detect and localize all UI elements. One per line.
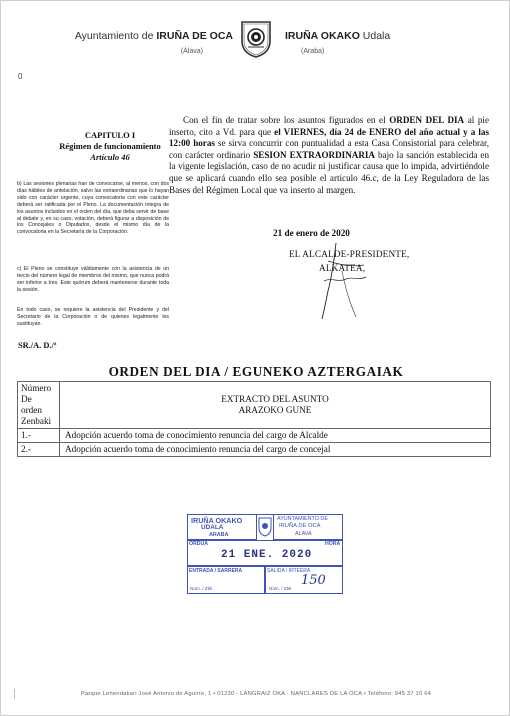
stamp-name-3: ARABA bbox=[209, 532, 229, 538]
row-subject: Adopción acuerdo toma de conocimiento renuncia del cargo de Alcalde bbox=[60, 429, 491, 443]
coat-of-arms-icon bbox=[236, 19, 276, 59]
stamp-right-3: ALAVA bbox=[295, 531, 312, 537]
agenda-table bbox=[17, 381, 491, 457]
stamp-salida: SALIDA / IRTEERA bbox=[267, 568, 311, 574]
margin-number: 0 bbox=[18, 72, 23, 81]
header-right-name: IRUÑA OKAKO Udala bbox=[285, 30, 391, 42]
header-subject-line: EXTRACTO DEL ASUNTO bbox=[221, 394, 329, 404]
legal-note-c: c) El Pleno se constituye válidamente con la asistencia de un tercio del número legal de miembros del mismo, que nunca podrá ser inferior a tres. Este quórum deberá mantenerse durante toda la sesión. bbox=[17, 266, 169, 293]
header-number-line: Número bbox=[21, 383, 52, 393]
stamp-number-label-left: Núm. / Zbk bbox=[190, 586, 213, 591]
legal-note-b: b) Las sesiones plenarias han de convocarse, al menos, con dos días hábiles de antelación, salvo las extraordinarias que lo hayan sido con carácter urgente, cuya convocatoria con este carácter deberá ser ratificada por el Pleno. La documentación íntegra de los asuntos incluidos en el orden del día, que deba servir de base al debate y, en su caso, votación, deberá figurar a disposición de los Concejales o Diputados, desde el mismo día de la convocatoria en la Secretaría de la Corporación. bbox=[17, 181, 169, 236]
stamp-name-1: IRUÑA OKAKO bbox=[191, 516, 243, 525]
header-right-province: (Araba) bbox=[301, 48, 325, 55]
header-left-name: Ayuntamiento de IRUÑA DE OCA bbox=[74, 30, 233, 42]
stamp-register-number: 150 bbox=[301, 573, 326, 588]
footer-address: Parque Lehendakari José Antonio de Aguirre, 1 • 01230 - LANGRAIZ OKA - NANCLARES DE LA OCA • Teléfono: 945 37 10 64 bbox=[80, 691, 432, 697]
stamp-name-2: UDALA bbox=[201, 524, 224, 531]
chapter-heading bbox=[51, 130, 169, 163]
chapter-subtitle: Régimen de funcionamiento bbox=[59, 141, 161, 151]
stamp-number-label-right: Núm. / Zbk bbox=[269, 586, 292, 591]
header-number-line: orden bbox=[21, 405, 42, 415]
header-number-line: De bbox=[21, 394, 32, 404]
table-header-row bbox=[18, 382, 491, 429]
signatory-title-basque: ALKATEA, bbox=[319, 263, 366, 273]
header-number-line: Zenbaki bbox=[21, 416, 52, 426]
registry-stamp bbox=[187, 514, 343, 594]
stamp-entrada: ENTRADA / SARRERA bbox=[189, 568, 243, 574]
stamp-crest-icon bbox=[258, 517, 272, 537]
stamp-ordua: ORDUA bbox=[189, 541, 209, 547]
stamp-right-1: AYUNTAMIENTO DE bbox=[277, 516, 328, 522]
header-subject-line: ARAZOKO GUNE bbox=[238, 405, 312, 415]
row-number: 2.- bbox=[18, 443, 60, 457]
header-left bbox=[55, 30, 233, 55]
header-left-province: (Álava) bbox=[180, 48, 203, 55]
agenda-title: ORDEN DEL DIA / EGUNEKO AZTERGAIAK bbox=[108, 364, 404, 379]
convocation-text: Con el fin de tratar sobre los asuntos figurados en el ORDEN DEL DIA al pie inserto, cito a Vd. para que el VIERNES, día 24 de ENERO del año actual y a las 12:00 horas se sirva concurrir con puntualidad a esta Casa Consistorial para celebrar, con carácter ordinario SESION EXTRAORDINARIA bajo la sanción establecida en la vigente legislación, caso de no acudir ni justificar causa que lo impida, advirtiéndole que se aplicará cuando ello sea posible el artículo 46.c, de la Ley Reguladora de las Bases del Régimen Local que va inserto al margen. bbox=[169, 115, 489, 195]
legal-note-extra: En todo caso, se requiere la asistencia del Presidente y del Secretario de la Corporación o de quienes legalmente les sustituyan. bbox=[17, 307, 169, 327]
chapter-title: CAPITULO I bbox=[84, 130, 136, 140]
column-header-subject bbox=[60, 382, 491, 429]
chapter-article: Artículo 46 bbox=[90, 152, 130, 162]
row-number: 1.- bbox=[18, 429, 60, 443]
stamp-hora: HORA bbox=[325, 541, 341, 547]
table-row bbox=[18, 443, 491, 457]
header-right bbox=[285, 30, 435, 55]
row-subject: Adopción acuerdo toma de conocimiento renuncia del cargo de concejal bbox=[60, 443, 491, 457]
table-row bbox=[18, 429, 491, 443]
signatory-title: EL ALCALDE-PRESIDENTE, bbox=[289, 249, 410, 259]
stamp-date: 21 ENE. 2020 bbox=[221, 549, 313, 561]
document-date: 21 de enero de 2020 bbox=[273, 228, 350, 238]
recipient-line: SR./A. D./ª bbox=[18, 341, 57, 350]
column-header-number bbox=[18, 382, 60, 429]
stamp-right-2: IRUÑA DE OCA bbox=[279, 523, 321, 529]
